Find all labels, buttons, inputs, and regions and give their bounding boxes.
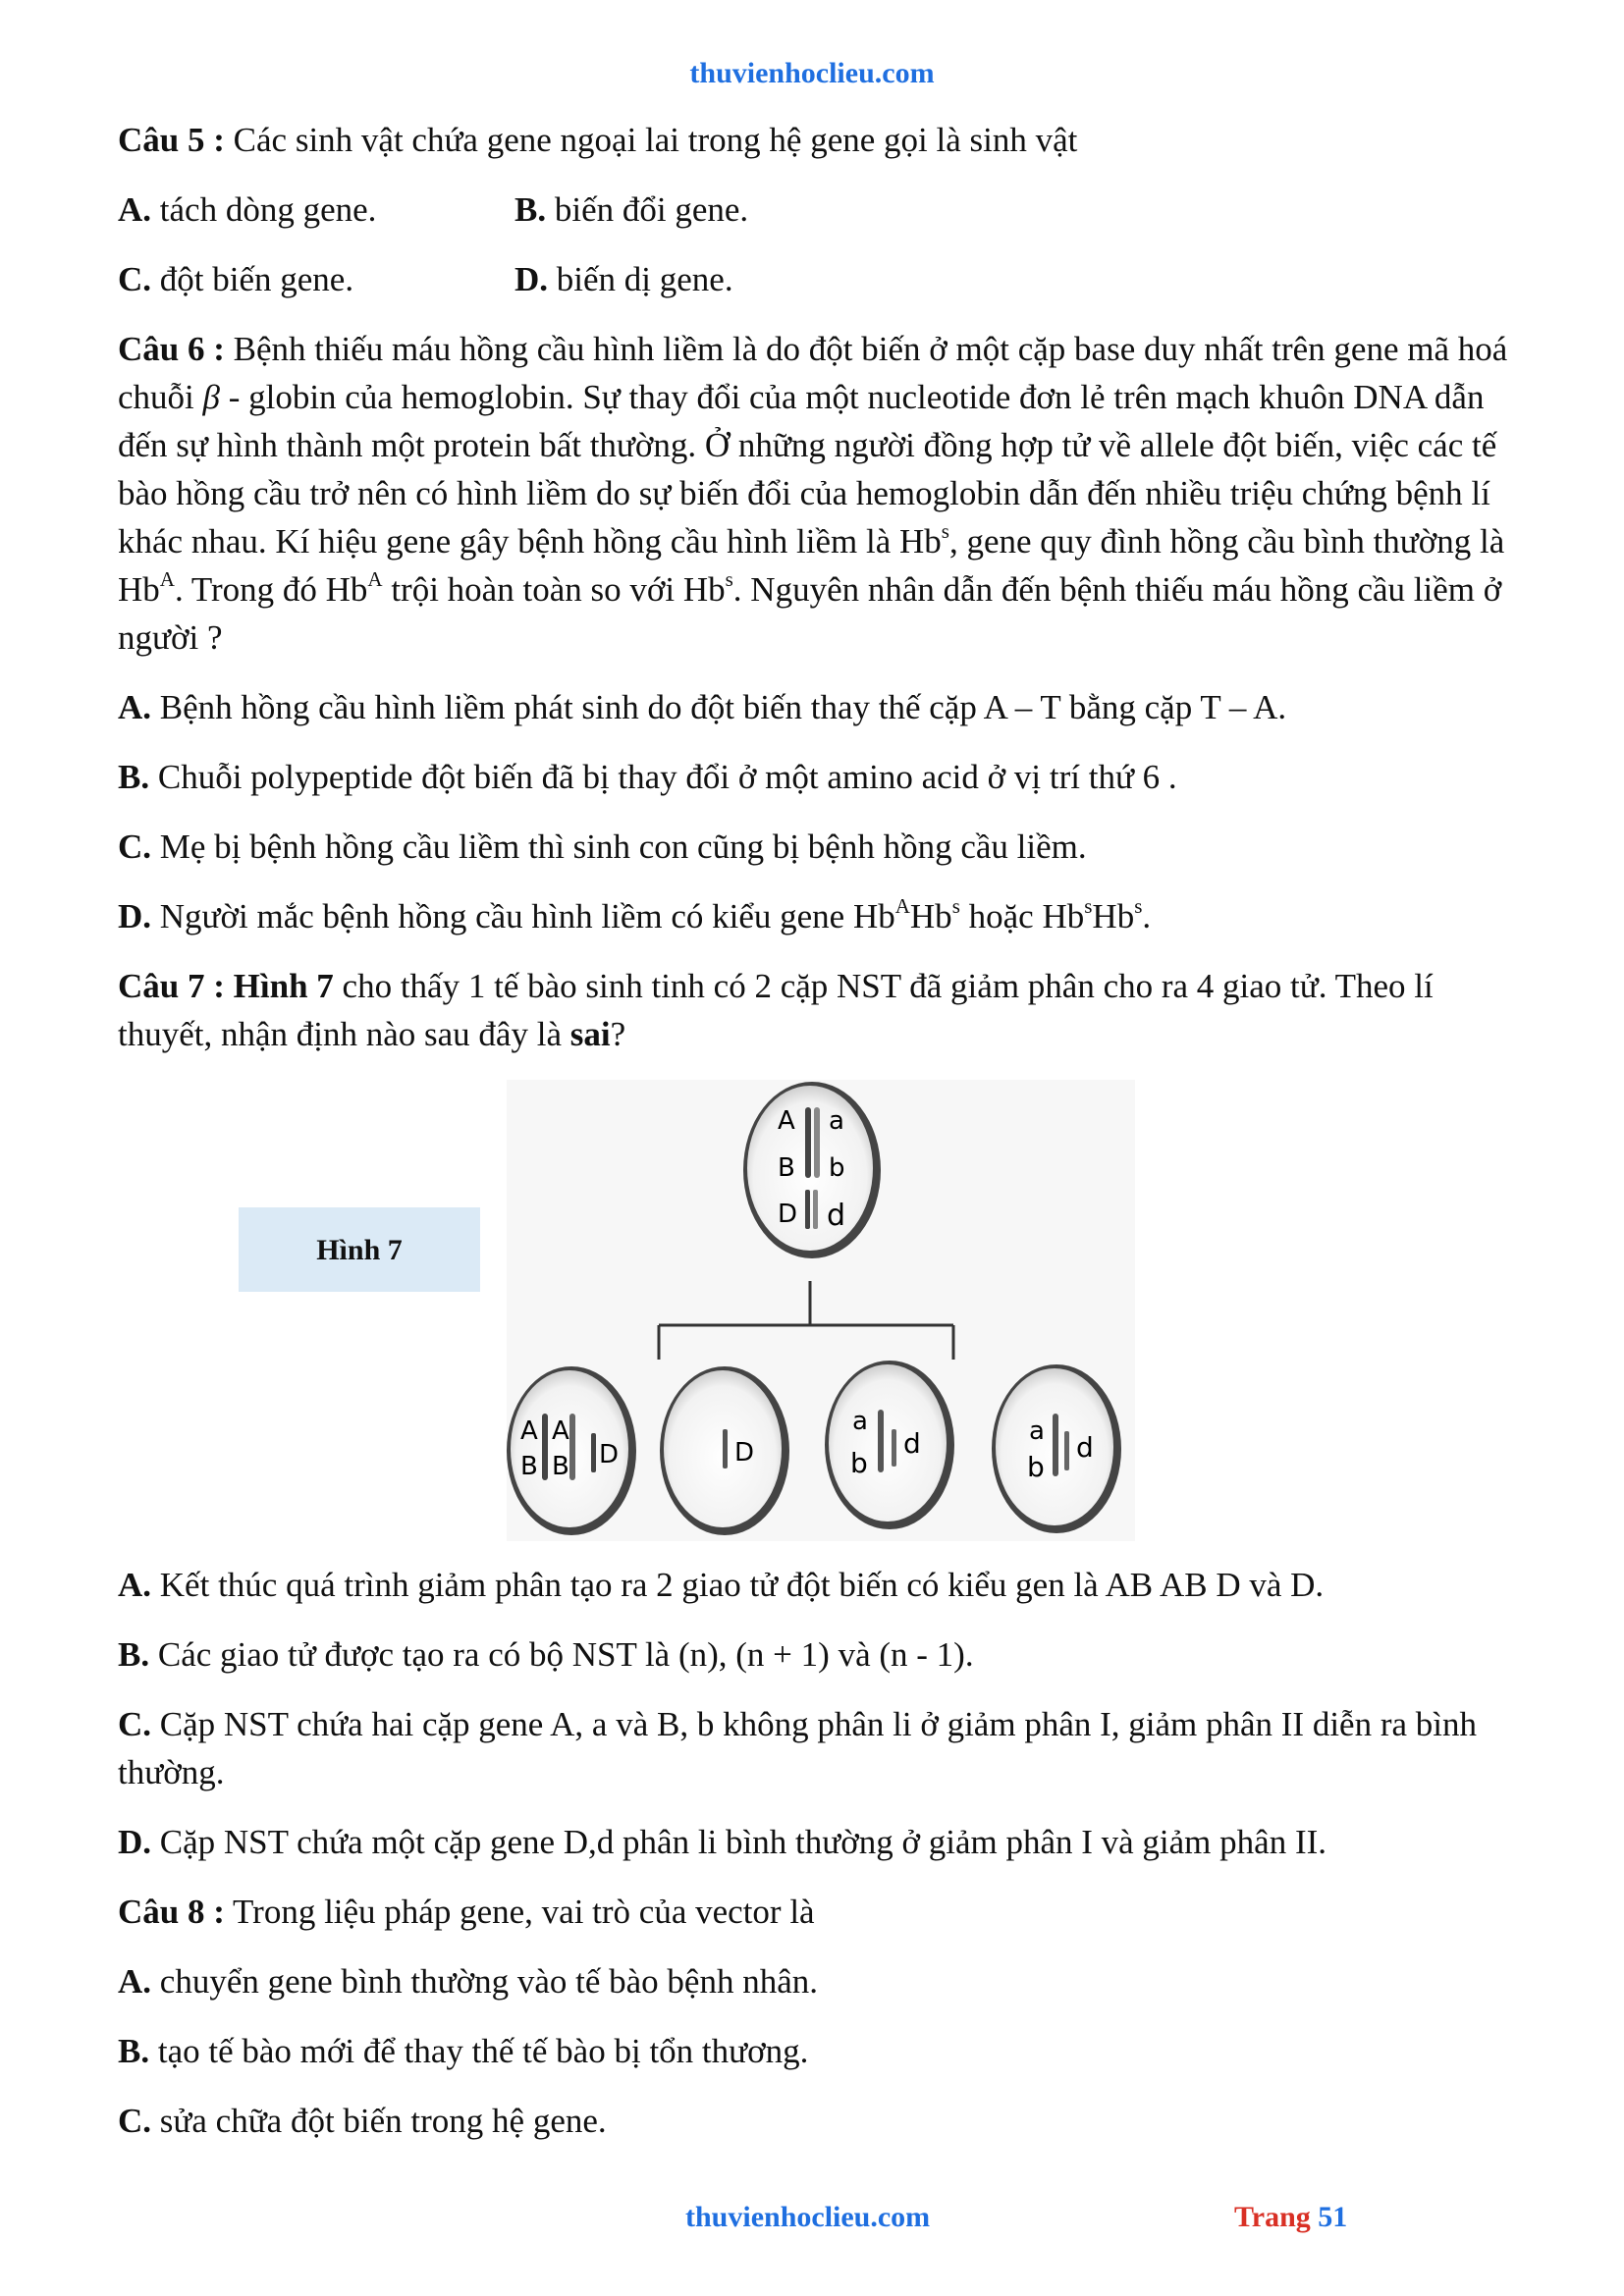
option-letter: B.	[118, 1635, 150, 1674]
option-text: Các giao tử được tạo ra có bộ NST là (n), (n + 1) và (n - 1).	[149, 1635, 974, 1674]
gene-label: D	[734, 1438, 755, 1468]
q8-option-c	[118, 2097, 1517, 2145]
gene-label: D	[599, 1440, 620, 1469]
q5-label: Câu 5 :	[118, 121, 225, 159]
q6-text-3: , gene quy đình hồng cầu bình thường là Hb	[118, 522, 1505, 609]
q6-sup-s: s	[941, 519, 949, 544]
question-7	[118, 962, 1517, 1058]
meiosis-diagram	[507, 1080, 1135, 1541]
option-text: hoặc Hb	[959, 897, 1085, 935]
q7-option-c	[118, 1700, 1517, 1796]
gamete-cell-3	[825, 1361, 954, 1529]
q8-option-a	[118, 1957, 1517, 2005]
question-5	[118, 116, 1517, 164]
q8-text: Trong liệu pháp gene, vai trò của vector là	[224, 1893, 815, 1931]
sup: s	[1084, 894, 1093, 919]
gene-label: A	[778, 1106, 795, 1136]
footer-site[interactable]: thuvienhoclieu.com	[685, 2201, 931, 2233]
page-word: Trang	[1234, 2201, 1311, 2233]
option-letter: B.	[514, 190, 547, 229]
sup: A	[894, 894, 910, 919]
q6-label: Câu 6 :	[118, 330, 225, 368]
sup: s	[1134, 894, 1143, 919]
q6-text-2: - globin của hemoglobin. Sự thay đổi của một nucleotide đơn lẻ trên mạch khuôn DNA dẫn đến sự hình thành một protein bất thường. Ở những người đồng hợp tử về allele đột biến, việc các tế bào hồng cầu trở nên có hình liềm do sự biến đổi của hemoglobin dẫn đến nhiều triệu chứng bệnh lí khác nhau. Kí hiệu gene gây bệnh hồng cầu hình liềm là Hb	[118, 378, 1497, 561]
gene-label: d	[1076, 1431, 1094, 1464]
q7-text: cho thấy 1 tế bào sinh tinh có 2 cặp NST đã giảm phân cho ra 4 giao tử. Theo lí thuyết, nhận định nào sau đây là	[118, 967, 1434, 1053]
gene-label: D	[778, 1200, 798, 1229]
figure-label: Hình 7	[239, 1207, 480, 1292]
option-letter: A.	[118, 1962, 152, 2001]
q7-option-b	[118, 1630, 1517, 1679]
q6-beta: β	[202, 378, 220, 416]
gene-label: d	[903, 1427, 921, 1460]
q5-option-a	[118, 186, 514, 234]
option-letter: B.	[118, 2032, 150, 2070]
q7-label: Câu 7 :	[118, 967, 225, 1005]
q6-option-d	[118, 892, 1517, 940]
q7-option-a	[118, 1561, 1517, 1609]
option-letter: C.	[118, 1705, 152, 1743]
q5-option-c	[118, 255, 514, 303]
option-text: Hb	[1092, 897, 1135, 935]
gene-label: B	[552, 1452, 569, 1481]
option-letter: A.	[118, 190, 152, 229]
q7-sai: sai	[569, 1015, 611, 1053]
gene-label: b	[1027, 1451, 1045, 1483]
page-num: 51	[1318, 2201, 1348, 2233]
option-letter: D.	[514, 260, 549, 298]
option-text: Bệnh hồng cầu hình liềm phát sinh do đột biến thay thế cặp A – T bằng cặp T – A.	[151, 688, 1287, 726]
sup: s	[951, 894, 960, 919]
option-text: chuyển gene bình thường vào tế bào bệnh nhân.	[151, 1962, 818, 2001]
gene-label: a	[829, 1106, 844, 1136]
option-text: Chuỗi polypeptide đột biến đã bị thay đổi ở một amino acid ở vị trí thứ 6 .	[149, 758, 1177, 796]
option-text: Mẹ bị bệnh hồng cầu liềm thì sinh con cũng bị bệnh hồng cầu liềm.	[151, 828, 1087, 866]
q5-options-row-2	[118, 255, 1517, 303]
figure-7	[118, 1080, 1517, 1541]
option-text: tách dòng gene.	[151, 190, 377, 229]
option-text: Hb	[909, 897, 952, 935]
option-text: biến dị gene.	[548, 260, 733, 298]
q6-text-6: . Nguyên nhân dẫn đến bệnh thiếu máu hồng cầu liềm ở người ?	[118, 570, 1502, 657]
q5-options-row-1	[118, 186, 1517, 234]
gene-label: B	[778, 1153, 795, 1183]
gene-label: b	[850, 1447, 868, 1479]
option-text: Kết thúc quá trình giảm phân tạo ra 2 giao tử đột biến có kiểu gen là AB AB D và D.	[151, 1566, 1325, 1604]
q6-sup-a: A	[367, 567, 383, 592]
option-text: đột biến gene.	[151, 260, 354, 298]
gene-label: a	[852, 1407, 868, 1436]
gene-label: A	[520, 1416, 538, 1446]
q6-text-5: trội hoàn toàn so với Hb	[382, 570, 726, 609]
question-6	[118, 325, 1517, 662]
page-number	[1234, 2201, 1347, 2234]
header-site[interactable]: thuvienhoclieu.com	[689, 57, 935, 89]
gamete-cell-2	[660, 1366, 789, 1535]
option-text: Người mắc bệnh hồng cầu hình liềm có kiểu gene Hb	[151, 897, 895, 935]
option-letter: C.	[118, 260, 152, 298]
gene-label: a	[1029, 1416, 1045, 1446]
q5-option-b	[514, 186, 748, 234]
parent-cell	[743, 1082, 881, 1258]
page-content	[118, 116, 1517, 2166]
gene-label: A	[552, 1416, 569, 1446]
q8-label: Câu 8 :	[118, 1893, 225, 1931]
option-text: biến đổi gene.	[546, 190, 749, 229]
option-text: .	[1142, 897, 1152, 935]
q7-figure-ref: Hình 7	[224, 967, 334, 1005]
option-text: Cặp NST chứa một cặp gene D,d phân li bình thường ở giảm phân I và giảm phân II.	[151, 1823, 1327, 1861]
option-letter: B.	[118, 758, 150, 796]
option-letter: A.	[118, 1566, 152, 1604]
q6-sup-a: A	[159, 567, 175, 592]
q6-option-a	[118, 683, 1517, 731]
option-letter: D.	[118, 897, 152, 935]
option-text: Cặp NST chứa hai cặp gene A, a và B, b không phân li ở giảm phân I, giảm phân II diễn ra bình thường.	[118, 1705, 1478, 1791]
gene-label: d	[827, 1199, 846, 1233]
gamete-cell-1	[507, 1366, 636, 1535]
option-text: tạo tế bào mới để thay thế tế bào bị tổn thương.	[149, 2032, 809, 2070]
gamete-cell-4	[992, 1364, 1121, 1533]
q6-sup-s: s	[725, 567, 733, 592]
q5-text: Các sinh vật chứa gene ngoại lai trong hệ gene gọi là sinh vật	[224, 121, 1078, 159]
q6-text-1: Bệnh thiếu máu hồng cầu hình liềm là do đột biến ở một cặp base duy nhất trên gene mã hoá chuỗi	[118, 330, 1508, 416]
gene-label: b	[829, 1153, 845, 1183]
q6-text-4: . Trong đó Hb	[174, 570, 368, 609]
q6-option-b	[118, 753, 1517, 801]
gene-label: B	[520, 1452, 538, 1481]
option-letter: C.	[118, 828, 152, 866]
q7-option-d	[118, 1818, 1517, 1866]
q5-option-d	[514, 255, 733, 303]
option-letter: A.	[118, 688, 152, 726]
question-8	[118, 1888, 1517, 1936]
q6-option-c	[118, 823, 1517, 871]
q8-option-b	[118, 2027, 1517, 2075]
option-letter: D.	[118, 1823, 152, 1861]
option-letter: C.	[118, 2102, 152, 2140]
option-text: sửa chữa đột biến trong hệ gene.	[151, 2102, 607, 2140]
q7-qmark: ?	[610, 1015, 626, 1053]
